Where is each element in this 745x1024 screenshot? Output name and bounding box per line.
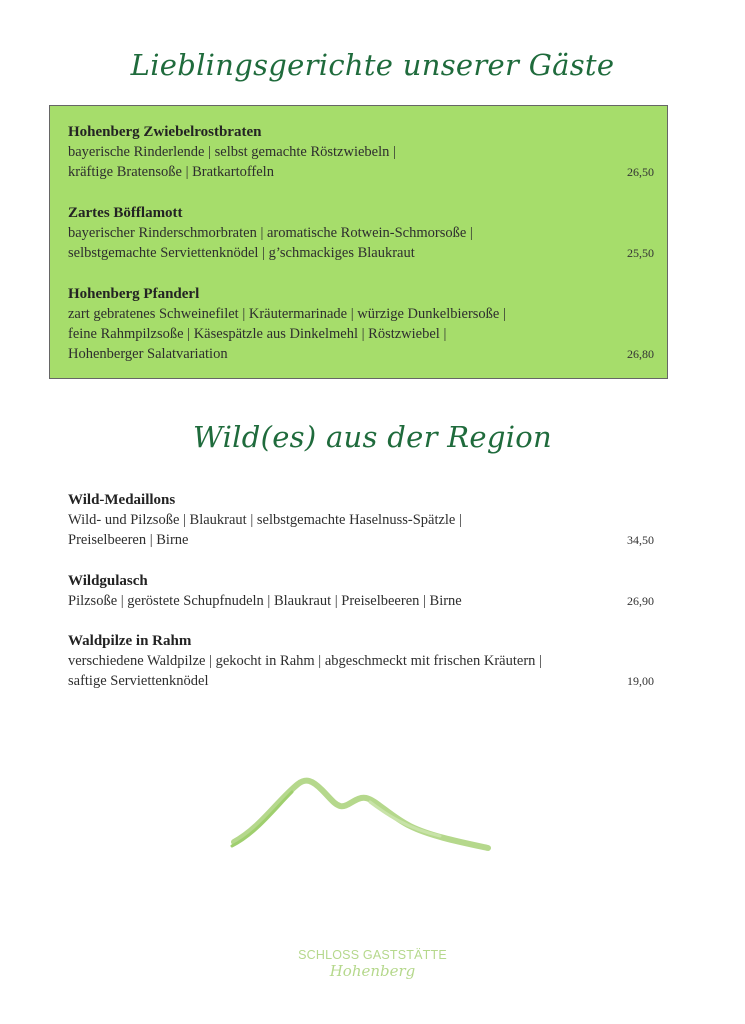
menu-item-description: Hohenberger Salatvariation [68,346,228,362]
logo-text: SCHLOSS GASTSTÄTTE [298,948,447,962]
menu-item-name: Zartes Böfflamott [68,205,183,221]
menu-item [68,284,654,364]
menu-item-price: 26,90 [627,594,654,608]
menu-item-name: Hohenberg Pfanderl [68,286,200,302]
menu-item-description: verschiedene Waldpilze | gekocht in Rahm | abgeschmeckt mit frischen Kräutern | [68,653,542,669]
menu-item-description: Wild- und Pilzsoße | Blaukraut | selbstgemachte Haselnuss-Spätzle | [68,512,462,528]
menu-item-price: 25,50 [627,246,654,260]
menu-item-name: Wild-Medaillons [68,492,176,508]
menu-item-price: 19,00 [627,674,654,688]
section-title-game: Wild(es) aus der Region [192,420,553,454]
mountain-icon [230,770,492,860]
menu-item [68,490,654,550]
logo-script: Hohenberg [329,962,416,980]
menu-item-name: Wildgulasch [68,573,148,589]
menu-item-price: 34,50 [627,533,654,547]
menu-item-description: saftige Serviettenknödel [68,673,209,689]
menu-item-description: Preiselbeeren | Birne [68,532,189,548]
menu-item-price: 26,50 [627,165,654,179]
menu-item [68,203,654,263]
menu-item-description: selbstgemachte Serviettenknödel | g’schmackiges Blaukraut [68,245,415,261]
menu-item-description: bayerische Rinderlende | selbst gemachte Röstzwiebeln | [68,144,396,160]
menu-item-name: Hohenberg Zwiebelrostbraten [68,124,262,140]
menu-item-price: 26,80 [627,347,654,361]
menu-item-description: feine Rahmpilzsoße | Käsespätzle aus Dinkelmehl | Röstzwiebel | [68,326,447,342]
section-title-favorites: Lieblingsgerichte unserer Gäste [130,48,615,82]
menu-item-description: Pilzsoße | geröstete Schupfnudeln | Blaukraut | Preiselbeeren | Birne [68,593,462,609]
menu-item-description: zart gebratenes Schweinefilet | Kräutermarinade | würzige Dunkelbiersoße | [68,306,506,322]
menu-item [68,631,654,691]
menu-item-description: kräftige Bratensoße | Bratkartoffeln [68,164,274,180]
menu-item-name: Waldpilze in Rahm [68,633,192,649]
menu-item [68,571,654,611]
menu-item-description: bayerischer Rinderschmorbraten | aromatische Rotwein-Schmorsoße | [68,225,473,241]
menu-item [68,122,654,182]
